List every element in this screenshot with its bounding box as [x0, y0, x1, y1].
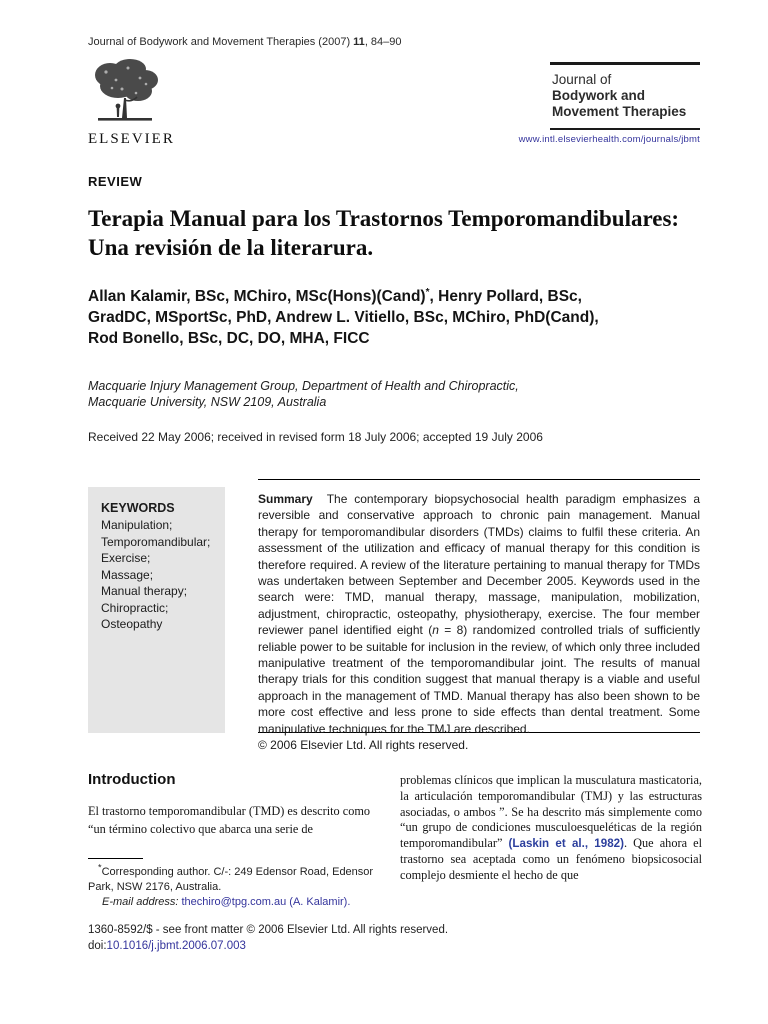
footnote-corresponding-text: Corresponding author. C/-: 249 Edensor Road, Edensor Park, NSW 2176, Australia.: [88, 866, 374, 893]
journal-brand-block: [504, 62, 700, 148]
journal-brand-line3: Movement Therapies: [552, 104, 687, 119]
journal-brand-line1: Journal of: [552, 72, 612, 87]
elsevier-tree-logo-icon: [88, 111, 164, 128]
journal-brand-line2: Bodywork and: [552, 88, 646, 103]
corresponding-author-footnote: [88, 858, 384, 910]
author-line2: GradDC, MSportSc, PhD, Andrew L. Vitiello, BSc, MChiro, PhD(Cand),: [88, 309, 599, 326]
right-paragraph-text-b: . Que ahora el trastorno sea aceptada como un fenómeno biopsicosocial complejo desmiente el hecho de que: [400, 836, 702, 882]
keyword-item: Manual therapy;: [101, 584, 188, 598]
keyword-item: Osteopathy: [101, 617, 163, 631]
journal-citation-text: Journal of Bodywork and Movement Therapies (2007): [88, 36, 354, 48]
introduction-paragraph: El trastorno temporomandibular (TMD) es descrito como “un término colectivo que abarca una serie de: [88, 804, 371, 836]
body-columns: [88, 771, 700, 910]
summary-text-a: The contemporary biopsychosocial health paradigm emphasizes a reversible and conservative approach to chronic pain management. Manual therapy for temporomandibular disorders (TMDs) claims to fulfil these criteria. An assessment of the utilization and efficacy of manual therapy for this condition is therefore required. A review of the literature pertaining to manual therapy for TMDs was undertaken between September and December 2005. Keywords used in the search were: TMD, manual therapy, massage, manipulation, mobilization, adjustment, chiropractic, osteopathy, physiotherapy, exercise. The four member reviewer panel identified eight (: [258, 492, 700, 638]
author-line1-text-cont: , Henry Pollard, BSc,: [429, 288, 582, 305]
article-title-line1: Terapia Manual para los Trastornos Temporomandibulares:: [88, 206, 680, 231]
keywords-title: KEYWORDS: [101, 501, 175, 515]
author-list: [88, 286, 700, 349]
page-footer: [88, 922, 700, 954]
email-owner: (A. Kalamir).: [286, 896, 351, 908]
introduction-heading: Introduction: [88, 771, 176, 788]
email-address-label: E-mail address:: [102, 896, 179, 908]
keyword-item: Manipulation;: [101, 518, 173, 532]
article-title-line2: Una revisión de la literarura.: [88, 234, 374, 260]
doi-link[interactable]: 10.1016/j.jbmt.2006.07.003: [106, 940, 246, 952]
abstract-section: [88, 479, 700, 753]
elsevier-wordmark: ELSEVIER: [88, 131, 175, 147]
left-column: [88, 771, 384, 910]
journal-citation-line: [88, 36, 700, 48]
footnote-email-line: [88, 895, 384, 910]
email-link[interactable]: thechiro@tpg.com.au: [181, 896, 287, 908]
header-row: [88, 58, 700, 148]
corresponding-author-asterisk: *: [425, 286, 430, 298]
laskin-citation-link[interactable]: (Laskin et al., 1982): [508, 837, 624, 851]
keyword-item: Chiropractic;: [101, 600, 169, 615]
article-title: [88, 205, 700, 262]
author-line1: [88, 286, 700, 307]
keyword-item: Massage;: [101, 567, 154, 582]
copyright-line: © 2006 Elsevier Ltd. All rights reserved.: [258, 738, 469, 753]
right-column: [400, 771, 702, 910]
right-column-paragraph: [400, 773, 702, 884]
keyword-item: Exercise;: [101, 551, 151, 565]
footnote-asterisk: *: [98, 862, 102, 873]
affiliation: [88, 379, 700, 410]
doi-line: [88, 938, 700, 954]
summary-label: Summary: [258, 492, 313, 506]
summary-text-b: = 8) randomized controlled trials of sufficiently reliable power to be suitable for inclusion in the review, of which only three included manipulative treatment of the temporomandibular joint. The results of manual therapy trials for this condition suggest that manual therapy is a viable and useful approach in the management of TMD. Manual therapy has also been shown to be more cost effective and less prone to side effects than dental treatment. Some manipulative techniques for the TMJ are described.: [258, 623, 700, 736]
summary-column: [258, 479, 700, 753]
journal-citation-pages: , 84–90: [364, 36, 402, 48]
journal-brand-title: [550, 62, 700, 130]
journal-homepage-link[interactable]: www.intl.elsevierhealth.com/journals/jbmt: [518, 134, 700, 145]
summary-n-italic: n: [432, 623, 439, 638]
doi-label: doi:: [88, 940, 107, 952]
journal-citation-volume: 11: [353, 36, 365, 48]
author-line1-text: Allan Kalamir, BSc, MChiro, MSc(Hons)(Cand): [88, 288, 426, 305]
affiliation-line2: Macquarie University, NSW 2109, Australia: [88, 394, 327, 409]
right-paragraph-text-a: problemas clínicos que implican la musculatura masticatoria, la articulación temporomandibular (TMJ) y las estructuras asociadas, o ambos ”. Se ha descrito más simplemente como “un grupo de condiciones musculoesqueléticas de la región temporomandibular”: [400, 773, 702, 851]
elsevier-logo-block: [88, 58, 198, 148]
issn-front-matter-line: 1360-8592/$ - see front matter © 2006 Elsevier Ltd. All rights reserved.: [88, 924, 449, 936]
footnote-corresponding: [88, 862, 384, 895]
keyword-item: Temporomandibular;: [101, 534, 211, 549]
received-dates: Received 22 May 2006; received in revised form 18 July 2006; accepted 19 July 2006: [88, 430, 543, 444]
summary-paragraph: [258, 491, 700, 737]
article-type-label: REVIEW: [88, 174, 143, 189]
author-line3: Rod Bonello, BSc, DC, DO, MHA, FICC: [88, 330, 370, 347]
footnote-rule: [88, 858, 143, 859]
keywords-box: [88, 487, 225, 733]
affiliation-line1: Macquarie Injury Management Group, Department of Health and Chiropractic,: [88, 379, 519, 393]
